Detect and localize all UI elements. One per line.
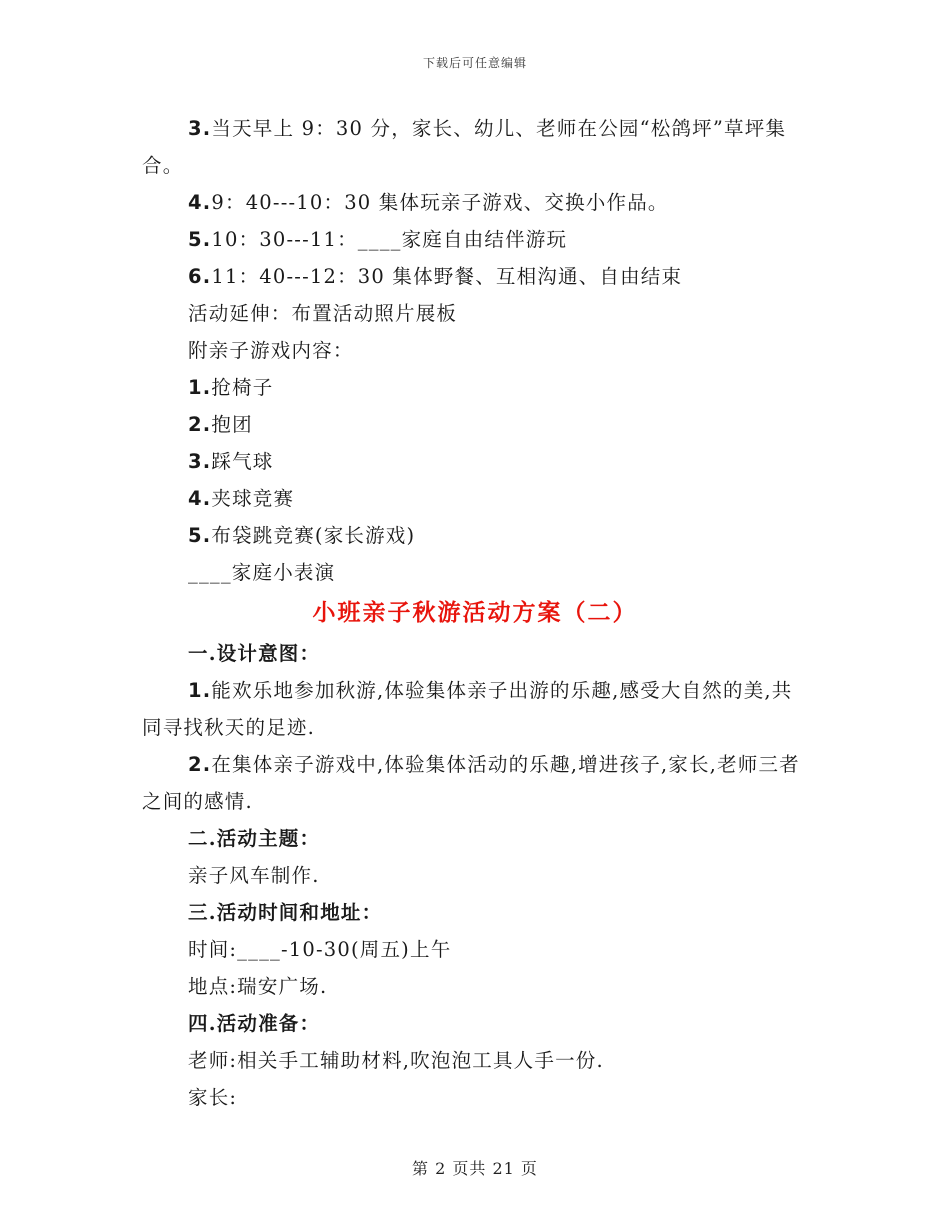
design-intent-item-1 bbox=[142, 672, 808, 746]
item-text: 当天早上 9：30 分，家长、幼儿、老师在公园“松鸽坪”草坪集合。 bbox=[142, 117, 787, 177]
item-number: 2. bbox=[188, 753, 212, 776]
item-text: 布袋跳竞赛(家长游戏) bbox=[211, 524, 416, 547]
design-intent-item-2 bbox=[142, 746, 808, 820]
game-item-1 bbox=[142, 369, 808, 406]
item-number: 4. bbox=[188, 191, 212, 214]
item-number: 3. bbox=[188, 450, 212, 473]
item-number: 1. bbox=[188, 376, 212, 399]
page-header: 下载后可任意编辑 bbox=[422, 56, 527, 70]
section-title: 小班亲子秋游活动方案（二） bbox=[312, 599, 638, 626]
activity-theme-heading: 二.活动主题： bbox=[188, 827, 321, 850]
item-text: 抢椅子 bbox=[211, 376, 274, 399]
game-item-4 bbox=[142, 480, 808, 517]
item-number: 6. bbox=[188, 265, 212, 288]
game-item-2 bbox=[142, 406, 808, 443]
family-show: ____家庭小表演 bbox=[188, 561, 336, 584]
game-item-3 bbox=[142, 443, 808, 480]
schedule-item-4 bbox=[142, 184, 808, 221]
item-text: 踩气球 bbox=[211, 450, 274, 473]
activity-extension: 活动延伸：布置活动照片展板 bbox=[188, 302, 458, 325]
time-place-heading: 三.活动时间和地址： bbox=[188, 901, 383, 924]
item-text: 能欢乐地参加秋游,体验集体亲子出游的乐趣,感受大自然的美,共同寻找秋天的足迹. bbox=[142, 679, 793, 739]
games-heading: 附亲子游戏内容： bbox=[188, 339, 354, 362]
item-text: 10：30---11：____家庭自由结伴游玩 bbox=[211, 228, 568, 251]
schedule-item-3 bbox=[142, 110, 808, 184]
item-number: 5. bbox=[188, 524, 212, 547]
item-text: 11：40---12：30 集体野餐、互相沟通、自由结束 bbox=[211, 265, 683, 288]
schedule-item-5 bbox=[142, 221, 808, 258]
item-text: 9：40---10：30 集体玩亲子游戏、交换小作品。 bbox=[211, 191, 669, 214]
page-footer: 第 2 页共 21 页 bbox=[412, 1159, 538, 1178]
activity-theme-text: 亲子风车制作. bbox=[188, 864, 320, 887]
item-text: 在集体亲子游戏中,体验集体活动的乐趣,增进孩子,家长,老师三者之间的感情. bbox=[142, 753, 800, 813]
item-number: 4. bbox=[188, 487, 212, 510]
activity-time: 时间:____-10-30(周五)上午 bbox=[188, 938, 452, 961]
document-body bbox=[142, 110, 808, 1116]
item-text: 抱团 bbox=[211, 413, 253, 436]
preparation-heading: 四.活动准备： bbox=[188, 1012, 321, 1035]
activity-place: 地点:瑞安广场. bbox=[188, 975, 328, 998]
schedule-item-6 bbox=[142, 258, 808, 295]
item-number: 5. bbox=[188, 228, 212, 251]
item-text: 夹球竞赛 bbox=[211, 487, 295, 510]
item-number: 2. bbox=[188, 413, 212, 436]
preparation-teacher: 老师:相关手工辅助材料,吹泡泡工具人手一份. bbox=[188, 1049, 604, 1072]
preparation-parent: 家长: bbox=[188, 1086, 238, 1109]
game-item-5 bbox=[142, 517, 808, 554]
item-number: 3. bbox=[188, 117, 212, 140]
design-intent-heading: 一.设计意图： bbox=[188, 642, 321, 665]
item-number: 1. bbox=[188, 679, 212, 702]
